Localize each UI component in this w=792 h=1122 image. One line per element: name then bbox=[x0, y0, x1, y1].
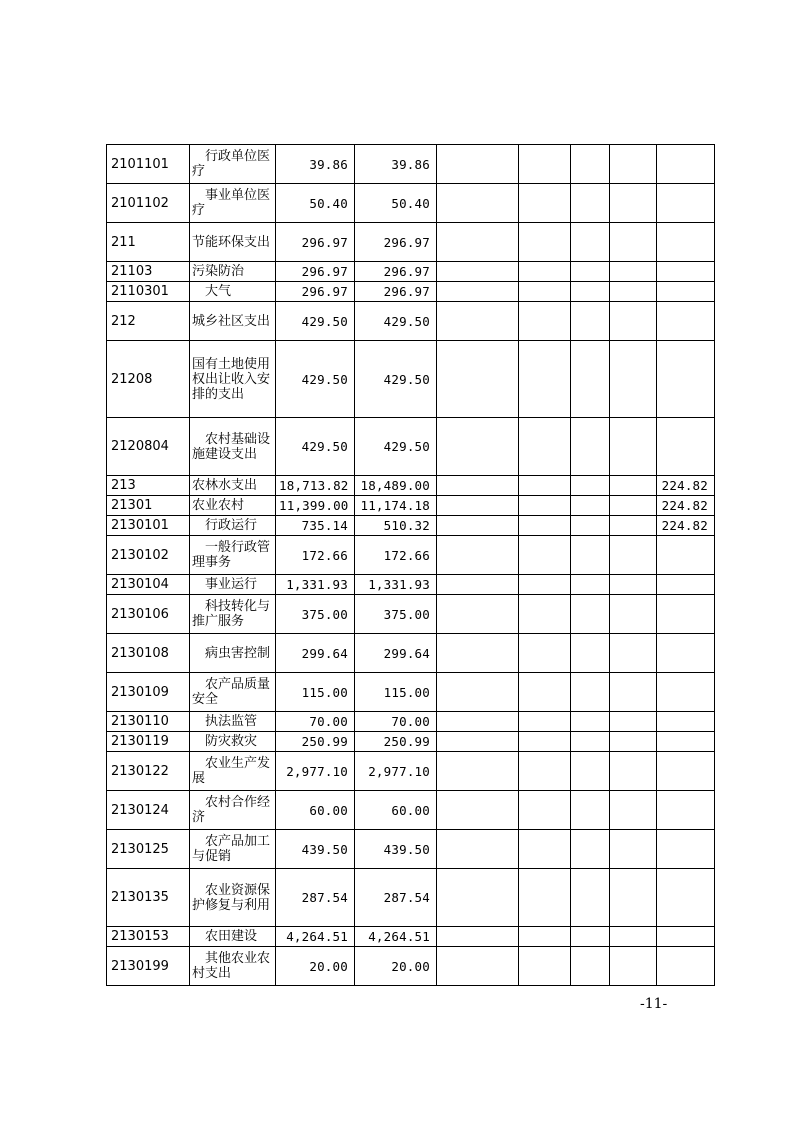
row-empty-cell bbox=[571, 536, 610, 575]
row-basic-expenditure: 296.97 bbox=[355, 223, 437, 262]
row-total: 70.00 bbox=[276, 712, 355, 732]
row-empty-cell bbox=[610, 595, 657, 634]
row-basic-expenditure: 4,264.51 bbox=[355, 927, 437, 947]
row-total: 429.50 bbox=[276, 418, 355, 476]
row-empty-cell bbox=[437, 476, 519, 496]
row-empty-cell bbox=[519, 223, 571, 262]
table-row bbox=[107, 752, 715, 791]
row-other-amount bbox=[657, 869, 715, 927]
row-empty-cell bbox=[571, 341, 610, 418]
row-basic-expenditure: 39.86 bbox=[355, 145, 437, 184]
row-name: 农村基础设施建设支出 bbox=[190, 418, 276, 476]
row-total: 115.00 bbox=[276, 673, 355, 712]
row-other-amount bbox=[657, 145, 715, 184]
row-empty-cell bbox=[610, 575, 657, 595]
row-empty-cell bbox=[519, 575, 571, 595]
budget-table-sheet bbox=[106, 144, 714, 986]
row-basic-expenditure: 296.97 bbox=[355, 262, 437, 282]
row-name: 防灾救灾 bbox=[190, 732, 276, 752]
row-empty-cell bbox=[610, 634, 657, 673]
row-empty-cell bbox=[437, 184, 519, 223]
row-total: 296.97 bbox=[276, 262, 355, 282]
row-empty-cell bbox=[437, 712, 519, 732]
row-other-amount bbox=[657, 732, 715, 752]
table-row bbox=[107, 341, 715, 418]
row-other-amount: 224.82 bbox=[657, 476, 715, 496]
row-other-amount bbox=[657, 791, 715, 830]
row-empty-cell bbox=[519, 145, 571, 184]
table-row bbox=[107, 496, 715, 516]
row-empty-cell bbox=[610, 791, 657, 830]
row-name: 事业运行 bbox=[190, 575, 276, 595]
row-empty-cell bbox=[610, 947, 657, 986]
row-code: 2101101 bbox=[107, 145, 190, 184]
row-empty-cell bbox=[519, 869, 571, 927]
row-empty-cell bbox=[571, 947, 610, 986]
row-code: 2130124 bbox=[107, 791, 190, 830]
row-total: 172.66 bbox=[276, 536, 355, 575]
row-basic-expenditure: 250.99 bbox=[355, 732, 437, 752]
row-empty-cell bbox=[610, 830, 657, 869]
table-row bbox=[107, 536, 715, 575]
row-other-amount bbox=[657, 341, 715, 418]
row-basic-expenditure: 287.54 bbox=[355, 869, 437, 927]
budget-table bbox=[106, 144, 715, 986]
row-other-amount bbox=[657, 536, 715, 575]
row-total: 296.97 bbox=[276, 282, 355, 302]
table-row bbox=[107, 516, 715, 536]
row-empty-cell bbox=[437, 947, 519, 986]
row-name: 农业资源保护修复与利用 bbox=[190, 869, 276, 927]
row-empty-cell bbox=[519, 262, 571, 282]
row-empty-cell bbox=[437, 516, 519, 536]
row-empty-cell bbox=[610, 282, 657, 302]
row-name: 农产品加工与促销 bbox=[190, 830, 276, 869]
row-empty-cell bbox=[519, 516, 571, 536]
row-name: 其他农业农村支出 bbox=[190, 947, 276, 986]
row-empty-cell bbox=[610, 476, 657, 496]
row-code: 2130108 bbox=[107, 634, 190, 673]
row-total: 39.86 bbox=[276, 145, 355, 184]
page-number: -11- bbox=[640, 996, 668, 1012]
row-empty-cell bbox=[571, 791, 610, 830]
row-total: 2,977.10 bbox=[276, 752, 355, 791]
row-total: 250.99 bbox=[276, 732, 355, 752]
row-basic-expenditure: 50.40 bbox=[355, 184, 437, 223]
row-name: 一般行政管理事务 bbox=[190, 536, 276, 575]
row-empty-cell bbox=[437, 536, 519, 575]
row-empty-cell bbox=[571, 712, 610, 732]
table-row bbox=[107, 791, 715, 830]
row-basic-expenditure: 429.50 bbox=[355, 302, 437, 341]
row-name: 农业生产发展 bbox=[190, 752, 276, 791]
row-empty-cell bbox=[519, 184, 571, 223]
row-code: 213 bbox=[107, 476, 190, 496]
row-empty-cell bbox=[610, 536, 657, 575]
row-empty-cell bbox=[519, 673, 571, 712]
row-code: 2130102 bbox=[107, 536, 190, 575]
row-empty-cell bbox=[610, 418, 657, 476]
row-basic-expenditure: 429.50 bbox=[355, 341, 437, 418]
table-row bbox=[107, 712, 715, 732]
row-basic-expenditure: 11,174.18 bbox=[355, 496, 437, 516]
row-total: 4,264.51 bbox=[276, 927, 355, 947]
row-name: 大气 bbox=[190, 282, 276, 302]
row-other-amount bbox=[657, 947, 715, 986]
table-row bbox=[107, 418, 715, 476]
row-empty-cell bbox=[437, 595, 519, 634]
row-code: 2130104 bbox=[107, 575, 190, 595]
row-empty-cell bbox=[610, 732, 657, 752]
row-code: 2101102 bbox=[107, 184, 190, 223]
row-other-amount bbox=[657, 634, 715, 673]
row-name: 城乡社区支出 bbox=[190, 302, 276, 341]
row-empty-cell bbox=[571, 927, 610, 947]
row-other-amount bbox=[657, 595, 715, 634]
row-empty-cell bbox=[610, 496, 657, 516]
table-row bbox=[107, 673, 715, 712]
row-code: 21208 bbox=[107, 341, 190, 418]
row-code: 2130101 bbox=[107, 516, 190, 536]
row-other-amount bbox=[657, 830, 715, 869]
row-other-amount: 224.82 bbox=[657, 496, 715, 516]
row-basic-expenditure: 510.32 bbox=[355, 516, 437, 536]
table-row bbox=[107, 634, 715, 673]
row-empty-cell bbox=[437, 262, 519, 282]
row-basic-expenditure: 115.00 bbox=[355, 673, 437, 712]
row-total: 50.40 bbox=[276, 184, 355, 223]
row-basic-expenditure: 296.97 bbox=[355, 282, 437, 302]
row-empty-cell bbox=[610, 516, 657, 536]
row-code: 2130110 bbox=[107, 712, 190, 732]
row-empty-cell bbox=[519, 476, 571, 496]
row-empty-cell bbox=[571, 496, 610, 516]
row-empty-cell bbox=[519, 947, 571, 986]
row-empty-cell bbox=[437, 302, 519, 341]
row-other-amount bbox=[657, 418, 715, 476]
row-other-amount bbox=[657, 712, 715, 732]
row-empty-cell bbox=[610, 145, 657, 184]
row-empty-cell bbox=[437, 869, 519, 927]
row-other-amount bbox=[657, 752, 715, 791]
row-name: 农田建设 bbox=[190, 927, 276, 947]
table-row bbox=[107, 732, 715, 752]
row-empty-cell bbox=[571, 418, 610, 476]
row-name: 农产品质量安全 bbox=[190, 673, 276, 712]
row-empty-cell bbox=[571, 830, 610, 869]
row-total: 296.97 bbox=[276, 223, 355, 262]
row-name: 行政单位医疗 bbox=[190, 145, 276, 184]
row-basic-expenditure: 439.50 bbox=[355, 830, 437, 869]
row-empty-cell bbox=[571, 673, 610, 712]
row-empty-cell bbox=[437, 282, 519, 302]
row-code: 212 bbox=[107, 302, 190, 341]
row-code: 2130125 bbox=[107, 830, 190, 869]
table-body bbox=[107, 145, 715, 986]
row-empty-cell bbox=[610, 341, 657, 418]
row-empty-cell bbox=[437, 791, 519, 830]
row-empty-cell bbox=[437, 145, 519, 184]
row-code: 2130135 bbox=[107, 869, 190, 927]
row-empty-cell bbox=[571, 262, 610, 282]
row-code: 2130122 bbox=[107, 752, 190, 791]
row-total: 439.50 bbox=[276, 830, 355, 869]
row-basic-expenditure: 1,331.93 bbox=[355, 575, 437, 595]
row-other-amount bbox=[657, 223, 715, 262]
row-empty-cell bbox=[519, 752, 571, 791]
row-name: 污染防治 bbox=[190, 262, 276, 282]
row-total: 60.00 bbox=[276, 791, 355, 830]
row-empty-cell bbox=[519, 341, 571, 418]
row-empty-cell bbox=[610, 302, 657, 341]
row-empty-cell bbox=[610, 752, 657, 791]
row-total: 1,331.93 bbox=[276, 575, 355, 595]
row-other-amount bbox=[657, 927, 715, 947]
row-code: 2130153 bbox=[107, 927, 190, 947]
row-total: 429.50 bbox=[276, 341, 355, 418]
table-row bbox=[107, 575, 715, 595]
row-empty-cell bbox=[571, 476, 610, 496]
row-other-amount bbox=[657, 184, 715, 223]
row-code: 2120804 bbox=[107, 418, 190, 476]
table-row bbox=[107, 595, 715, 634]
row-empty-cell bbox=[571, 282, 610, 302]
row-basic-expenditure: 172.66 bbox=[355, 536, 437, 575]
row-name: 执法监管 bbox=[190, 712, 276, 732]
row-empty-cell bbox=[610, 184, 657, 223]
row-empty-cell bbox=[519, 927, 571, 947]
row-empty-cell bbox=[571, 752, 610, 791]
table-row bbox=[107, 947, 715, 986]
row-total: 287.54 bbox=[276, 869, 355, 927]
table-row bbox=[107, 282, 715, 302]
row-name: 节能环保支出 bbox=[190, 223, 276, 262]
row-empty-cell bbox=[437, 752, 519, 791]
row-basic-expenditure: 2,977.10 bbox=[355, 752, 437, 791]
row-empty-cell bbox=[519, 595, 571, 634]
row-empty-cell bbox=[437, 732, 519, 752]
row-total: 299.64 bbox=[276, 634, 355, 673]
row-empty-cell bbox=[437, 341, 519, 418]
row-empty-cell bbox=[519, 536, 571, 575]
row-other-amount: 224.82 bbox=[657, 516, 715, 536]
row-other-amount bbox=[657, 575, 715, 595]
row-empty-cell bbox=[610, 223, 657, 262]
row-empty-cell bbox=[571, 516, 610, 536]
row-empty-cell bbox=[610, 712, 657, 732]
row-code: 211 bbox=[107, 223, 190, 262]
row-total: 429.50 bbox=[276, 302, 355, 341]
row-empty-cell bbox=[437, 673, 519, 712]
row-code: 21301 bbox=[107, 496, 190, 516]
row-total: 18,713.82 bbox=[276, 476, 355, 496]
row-empty-cell bbox=[519, 496, 571, 516]
row-basic-expenditure: 70.00 bbox=[355, 712, 437, 732]
row-empty-cell bbox=[437, 830, 519, 869]
row-other-amount bbox=[657, 262, 715, 282]
row-basic-expenditure: 18,489.00 bbox=[355, 476, 437, 496]
row-total: 735.14 bbox=[276, 516, 355, 536]
row-empty-cell bbox=[519, 634, 571, 673]
row-empty-cell bbox=[571, 145, 610, 184]
row-empty-cell bbox=[610, 262, 657, 282]
row-basic-expenditure: 375.00 bbox=[355, 595, 437, 634]
row-name: 病虫害控制 bbox=[190, 634, 276, 673]
row-empty-cell bbox=[519, 830, 571, 869]
row-total: 375.00 bbox=[276, 595, 355, 634]
table-row bbox=[107, 869, 715, 927]
row-code: 21103 bbox=[107, 262, 190, 282]
row-empty-cell bbox=[519, 302, 571, 341]
row-empty-cell bbox=[571, 732, 610, 752]
row-empty-cell bbox=[437, 927, 519, 947]
row-empty-cell bbox=[519, 418, 571, 476]
row-empty-cell bbox=[437, 575, 519, 595]
row-empty-cell bbox=[519, 732, 571, 752]
row-basic-expenditure: 429.50 bbox=[355, 418, 437, 476]
table-row bbox=[107, 476, 715, 496]
row-name: 农村合作经济 bbox=[190, 791, 276, 830]
table-row bbox=[107, 302, 715, 341]
row-code: 2110301 bbox=[107, 282, 190, 302]
row-empty-cell bbox=[571, 595, 610, 634]
row-basic-expenditure: 20.00 bbox=[355, 947, 437, 986]
row-empty-cell bbox=[571, 223, 610, 262]
table-row bbox=[107, 830, 715, 869]
row-empty-cell bbox=[437, 223, 519, 262]
row-other-amount bbox=[657, 282, 715, 302]
row-empty-cell bbox=[519, 282, 571, 302]
row-code: 2130106 bbox=[107, 595, 190, 634]
row-empty-cell bbox=[519, 791, 571, 830]
row-empty-cell bbox=[571, 869, 610, 927]
table-row bbox=[107, 262, 715, 282]
table-row bbox=[107, 145, 715, 184]
row-empty-cell bbox=[610, 673, 657, 712]
row-name: 事业单位医疗 bbox=[190, 184, 276, 223]
row-code: 2130119 bbox=[107, 732, 190, 752]
row-name: 农业农村 bbox=[190, 496, 276, 516]
table-row bbox=[107, 927, 715, 947]
row-empty-cell bbox=[437, 634, 519, 673]
row-other-amount bbox=[657, 302, 715, 341]
table-row bbox=[107, 223, 715, 262]
row-basic-expenditure: 60.00 bbox=[355, 791, 437, 830]
row-total: 11,399.00 bbox=[276, 496, 355, 516]
row-empty-cell bbox=[519, 712, 571, 732]
row-empty-cell bbox=[437, 496, 519, 516]
row-name: 行政运行 bbox=[190, 516, 276, 536]
row-other-amount bbox=[657, 673, 715, 712]
row-empty-cell bbox=[610, 927, 657, 947]
row-name: 国有土地使用权出让收入安排的支出 bbox=[190, 341, 276, 418]
row-name: 科技转化与推广服务 bbox=[190, 595, 276, 634]
row-empty-cell bbox=[571, 302, 610, 341]
table-row bbox=[107, 184, 715, 223]
row-empty-cell bbox=[571, 575, 610, 595]
row-code: 2130199 bbox=[107, 947, 190, 986]
row-code: 2130109 bbox=[107, 673, 190, 712]
row-basic-expenditure: 299.64 bbox=[355, 634, 437, 673]
row-empty-cell bbox=[571, 634, 610, 673]
row-name: 农林水支出 bbox=[190, 476, 276, 496]
row-empty-cell bbox=[571, 184, 610, 223]
row-empty-cell bbox=[437, 418, 519, 476]
row-total: 20.00 bbox=[276, 947, 355, 986]
row-empty-cell bbox=[610, 869, 657, 927]
